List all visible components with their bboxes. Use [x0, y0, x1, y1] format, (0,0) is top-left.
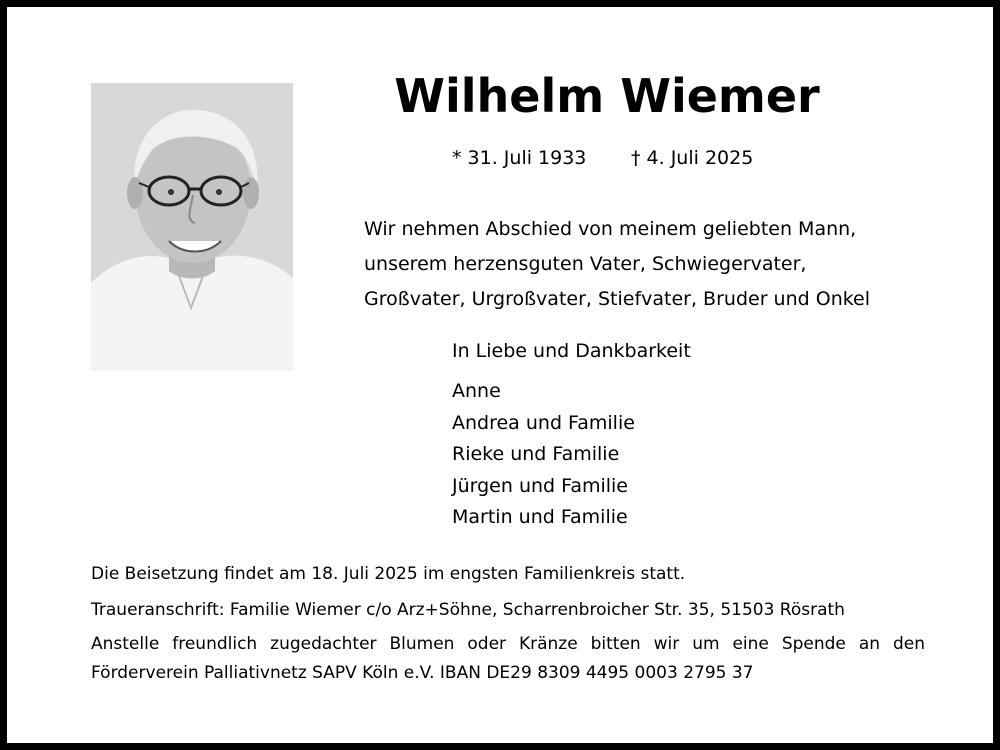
mourner: Jürgen und Familie: [452, 474, 629, 497]
farewell-line: Wir nehmen Abschied von meinem geliebten Mann,: [364, 218, 857, 240]
farewell-line: unserem herzensguten Vater, Schwiegervater,: [364, 253, 807, 275]
mourner: Martin und Familie: [452, 506, 628, 528]
birth-date: * 31. Juli 1933: [452, 147, 587, 169]
funeral-note: Die Beisetzung findet am 18. Juli 2025 im engsten Familienkreis statt.: [91, 564, 686, 584]
mourner: Anne: [452, 380, 501, 402]
farewell-text: [364, 212, 964, 317]
death-date: † 4. Juli 2025: [631, 147, 754, 169]
farewell-line: Großvater, Urgroßvater, Stiefvater, Bruder und Onkel: [364, 288, 871, 310]
donation-note-line2: Förderverein Palliativnetz SAPV Köln e.V. IBAN DE29 8309 4495 0003 2795 37: [91, 663, 754, 683]
portrait-photo: [91, 83, 293, 371]
mourners-list: [452, 376, 635, 534]
mourning-address: Traueranschrift: Familie Wiemer c/o Arz+Söhne, Scharrenbroicher Str. 35, 51503 Rösrath: [91, 600, 845, 620]
mourner: Andrea und Familie: [452, 411, 635, 434]
mourner: Rieke und Familie: [452, 443, 620, 465]
thanks-line: In Liebe und Dankbarkeit: [452, 340, 691, 362]
donation-note-line1: Anstelle freundlich zugedachter Blumen oder Kränze bitten wir um eine Spende an den: [91, 634, 925, 654]
deceased-name: Wilhelm Wiemer: [394, 69, 820, 123]
